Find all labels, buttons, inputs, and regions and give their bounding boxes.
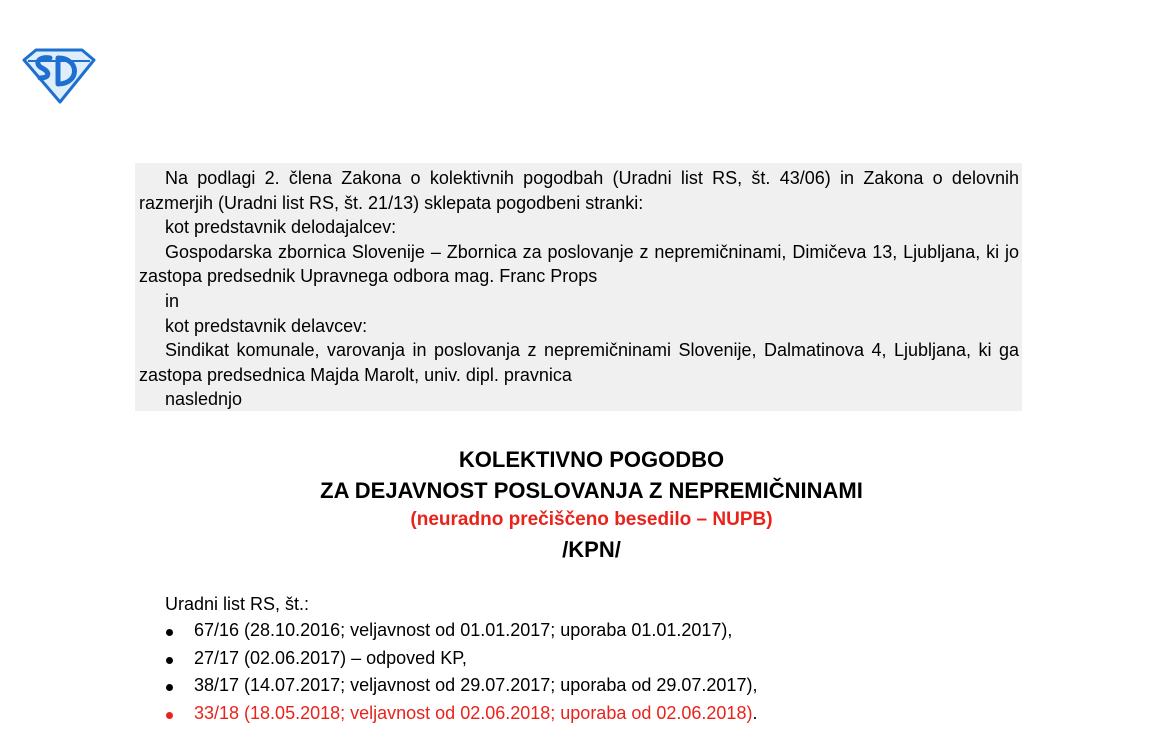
gazette-label: Uradni list RS, št.: (165, 594, 310, 614)
gazette-item-text: 38/17 (14.07.2017; veljavnost od 29.07.2017; uporaba od 29.07.2017), (194, 675, 758, 695)
gazette-item-text: 67/16 (28.10.2016; veljavnost od 01.01.2017; uporaba 01.01.2017), (194, 620, 733, 640)
bullet-icon (166, 712, 173, 719)
gazette-items (165, 617, 757, 727)
bullet-icon (166, 684, 173, 691)
gazette-item (165, 645, 757, 673)
intro-paragraph: kot predstavnik delavcev: (165, 315, 368, 336)
gazette-list (165, 591, 757, 727)
title-line: KOLEKTIVNO POGODBO (458, 447, 725, 472)
gazette-item-current (165, 700, 757, 728)
gazette-item-punctuation: . (752, 702, 758, 723)
title-abbreviation: /KPN/ (562, 537, 621, 562)
intro-paragraph: Na podlagi 2. člena Zakona o kolektivnih pogodbah (Uradni list RS, št. 43/06) in Zakona o delovnih razmerjih (Uradni list RS, št. 21/13) sklepata pogodbeni stranki: (139, 168, 1019, 213)
bullet-icon (166, 657, 173, 664)
gazette-item-text: 27/17 (02.06.2017) – odpoved KP, (194, 647, 467, 668)
bullet-icon (166, 629, 173, 636)
intro-paragraph: naslednjo (165, 389, 243, 410)
intro-paragraph: kot predstavnik delodajalcev: (165, 217, 397, 238)
gazette-item (165, 617, 757, 645)
gazette-item (165, 672, 757, 700)
title-line: ZA DEJAVNOST POSLOVANJA Z NEPREMIČNINAMI (320, 478, 863, 503)
intro-paragraph: Gospodarska zbornica Slovenije – Zbornica za poslovanje z nepremičninami, Dimičeva 13, Ljubljana, ki jo zastopa predsednik Upravnega odbora mag. Franc Props (139, 241, 1019, 287)
title-note: (neuradno prečiščeno besedilo – NUPB) (410, 509, 773, 530)
logo-icon (20, 44, 96, 106)
intro-paragraph: in (165, 290, 180, 311)
gazette-item-text: 33/18 (18.05.2018; veljavnost od 02.06.2018; uporaba od 02.06.2018) (194, 702, 753, 723)
document-title (135, 444, 1048, 565)
intro-block (135, 163, 1022, 411)
intro-paragraph: Sindikat komunale, varovanja in poslovanja z nepremičninami Slovenije, Dalmatinova 4, Ljubljana, ki ga zastopa predsednica Majda Marolt, univ. dipl. pravnica (139, 340, 1019, 385)
